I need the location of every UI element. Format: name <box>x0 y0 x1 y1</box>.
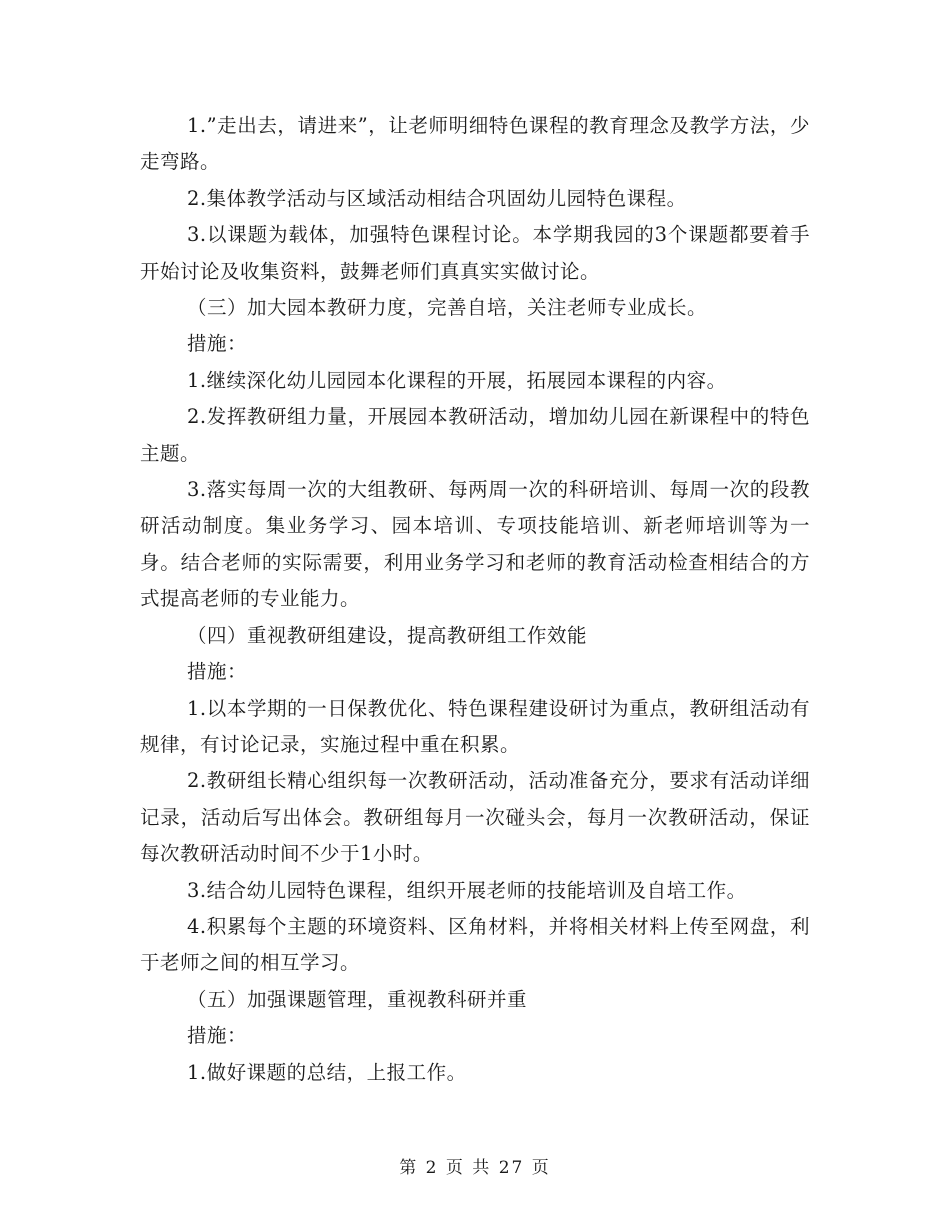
paragraph: 1.继续深化幼儿园园本化课程的开展，拓展园本课程的内容。 <box>187 368 727 392</box>
paragraph: 1.”走出去，请进来”，让老师明细特色课程的教育理念及教学方法，少走弯路。 <box>140 114 810 174</box>
measures-label: 措施： <box>187 1024 248 1048</box>
measures-label: 措施： <box>187 332 248 356</box>
section-heading: （五）加强课题管理，重视教科研并重 <box>187 987 528 1011</box>
paragraph: 2.教研组长精心组织每一次教研活动，活动准备充分，要求有活动详细记录，活动后写出体会。教研组每月一次碰头会，每月一次教研活动，保证每次教研活动时间不少于1小时。 <box>140 769 810 866</box>
paragraph: 1.做好课题的总结，上报工作。 <box>187 1060 467 1084</box>
paragraph: 4.积累每个主题的环境资料、区角材料，并将相关材料上传至网盘，利于老师之间的相互学习。 <box>140 914 810 975</box>
measures-label: 措施： <box>187 660 248 684</box>
paragraph: 2.发挥教研组力量，开展园本教研活动，增加幼儿园在新课程中的特色主题。 <box>140 405 810 465</box>
paragraph: 2.集体教学活动与区域活动相结合巩固幼儿园特色课程。 <box>187 186 687 210</box>
section-heading: （四）重视教研组建设，提高教研组工作效能 <box>187 623 588 647</box>
paragraph: 3.以课题为载体，加强特色课程讨论。本学期我园的3个课题都要着手开始讨论及收集资料，鼓舞老师们真真实实做讨论。 <box>140 223 810 283</box>
paragraph: 3.落实每周一次的大组教研、每两周一次的科研培训、每周一次的段教研活动制度。集业务学习、园本培训、专项技能培训、新老师培训等为一身。结合老师的实际需要，利用业务学习和老师的教育活动检查相结合的方式提高老师的专业能力。 <box>140 478 810 611</box>
paragraph: 1.以本学期的一日保教优化、特色课程建设研讨为重点，教研组活动有规律，有讨论记录，实施过程中重在积累。 <box>140 696 810 756</box>
page-footer: 第 2 页 共 27 页 <box>399 1158 551 1178</box>
paragraph: 3.结合幼儿园特色课程，组织开展老师的技能培训及自培工作。 <box>187 878 747 902</box>
section-heading: （三）加大园本教研力度，完善自培，关注老师专业成长。 <box>187 296 708 320</box>
document-body <box>140 108 810 1091</box>
